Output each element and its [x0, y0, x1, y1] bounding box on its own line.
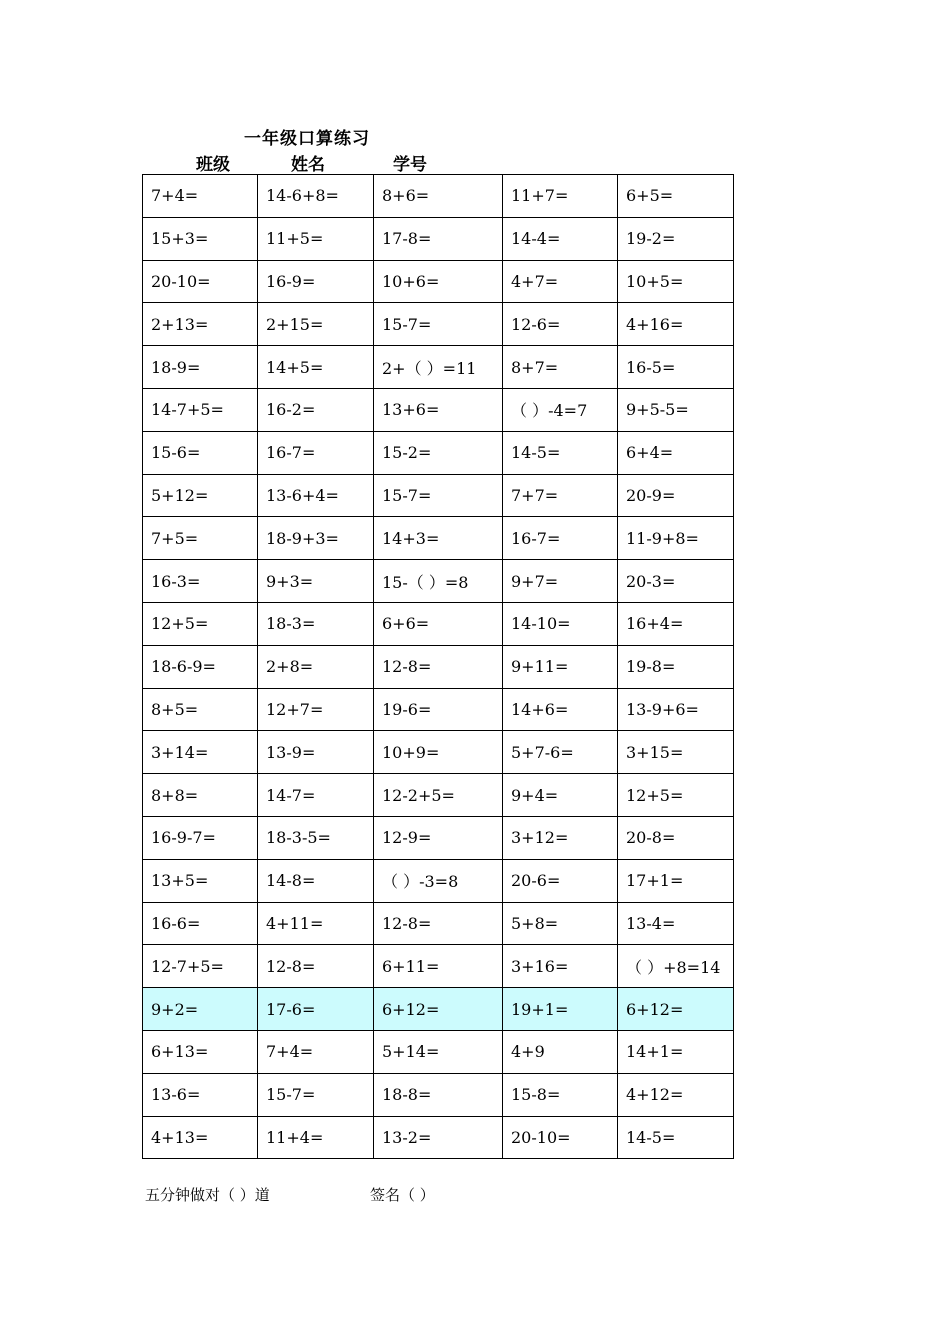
problem-cell: 3+15= — [618, 731, 734, 774]
problem-cell: 14-5= — [503, 431, 618, 474]
table-row — [143, 731, 734, 774]
problem-cell: 4+9 — [503, 1030, 618, 1073]
problem-cell: 14-5= — [618, 1116, 734, 1159]
table-row — [143, 645, 734, 688]
problem-cell: （ ）+8=14 — [618, 945, 734, 988]
table-row — [143, 859, 734, 902]
problem-cell: 9+7= — [503, 560, 618, 603]
table-row — [143, 175, 734, 218]
problem-cell: 18-9= — [143, 346, 258, 389]
problem-cell: 16-7= — [258, 431, 374, 474]
table-row — [143, 560, 734, 603]
problem-cell: 19+1= — [503, 988, 618, 1031]
problem-cell: 11+7= — [503, 175, 618, 218]
problem-cell: 6+4= — [618, 431, 734, 474]
problem-cell: 15-（ ）=8 — [374, 560, 503, 603]
problem-cell: 12-9= — [374, 816, 503, 859]
problem-cell: 13+6= — [374, 388, 503, 431]
problem-cell: 4+16= — [618, 303, 734, 346]
table-row — [143, 217, 734, 260]
table-row — [143, 431, 734, 474]
problem-cell: 16-9= — [258, 260, 374, 303]
problem-cell: 13-6+4= — [258, 474, 374, 517]
problem-cell: 14+5= — [258, 346, 374, 389]
problem-cell: 15-2= — [374, 431, 503, 474]
problem-cell: 12+5= — [143, 602, 258, 645]
problem-cell: 8+6= — [374, 175, 503, 218]
problem-cell: 12-7+5= — [143, 945, 258, 988]
problem-cell: 6+12= — [618, 988, 734, 1031]
problem-cell: 16-3= — [143, 560, 258, 603]
problem-cell: 15-7= — [374, 303, 503, 346]
table-row — [143, 816, 734, 859]
problem-cell: 6+13= — [143, 1030, 258, 1073]
page-title: 一年级口算练习 — [244, 129, 370, 149]
problem-cell: 14-7+5= — [143, 388, 258, 431]
problem-cell: 18-9+3= — [258, 517, 374, 560]
problem-cell: 12-8= — [374, 645, 503, 688]
problem-cell: 3+14= — [143, 731, 258, 774]
problem-cell: 13-2= — [374, 1116, 503, 1159]
problem-cell: 13-6= — [143, 1073, 258, 1116]
problem-cell: 15-7= — [258, 1073, 374, 1116]
name-label: 姓名 — [291, 155, 325, 175]
problem-cell: 18-3= — [258, 602, 374, 645]
problem-cell: 2+（ ）=11 — [374, 346, 503, 389]
problem-cell: 15-8= — [503, 1073, 618, 1116]
problem-cell: 19-2= — [618, 217, 734, 260]
table-row — [143, 346, 734, 389]
problem-cell: 13-4= — [618, 902, 734, 945]
problem-cell: 16-6= — [143, 902, 258, 945]
problem-cell: 9+4= — [503, 774, 618, 817]
problem-cell: 5+7-6= — [503, 731, 618, 774]
table-row — [143, 474, 734, 517]
table-row — [143, 602, 734, 645]
problem-cell: 7+7= — [503, 474, 618, 517]
problem-cell: 20-10= — [143, 260, 258, 303]
problem-cell: 9+5-5= — [618, 388, 734, 431]
problem-cell: 14+1= — [618, 1030, 734, 1073]
problem-cell: 8+8= — [143, 774, 258, 817]
table-row — [143, 774, 734, 817]
problem-cell: 12-6= — [503, 303, 618, 346]
problem-cell: 16-5= — [618, 346, 734, 389]
problem-cell: 20-9= — [618, 474, 734, 517]
problem-cell: 13+5= — [143, 859, 258, 902]
table-row — [143, 688, 734, 731]
problem-cell: 4+11= — [258, 902, 374, 945]
problem-cell: 18-6-9= — [143, 645, 258, 688]
problem-cell: 13-9= — [258, 731, 374, 774]
table-row — [143, 1030, 734, 1073]
problem-cell: 16-2= — [258, 388, 374, 431]
table-row — [143, 1073, 734, 1116]
table-row — [143, 260, 734, 303]
problem-cell: 14+6= — [503, 688, 618, 731]
problem-cell: 14-7= — [258, 774, 374, 817]
problem-cell: 8+5= — [143, 688, 258, 731]
problem-cell: 14-6+8= — [258, 175, 374, 218]
problem-cell: 2+15= — [258, 303, 374, 346]
problem-cell: 3+12= — [503, 816, 618, 859]
class-label: 班级 — [196, 155, 230, 175]
problem-cell: 4+12= — [618, 1073, 734, 1116]
problem-cell: 6+12= — [374, 988, 503, 1031]
problem-cell: 7+4= — [258, 1030, 374, 1073]
problem-cell: 20-3= — [618, 560, 734, 603]
problem-cell: 9+2= — [143, 988, 258, 1031]
problem-cell: 16+4= — [618, 602, 734, 645]
problem-cell: 12-8= — [374, 902, 503, 945]
student-number-label: 学号 — [393, 155, 427, 175]
problem-cell: 16-9-7= — [143, 816, 258, 859]
table-row — [143, 988, 734, 1031]
problem-cell: 7+5= — [143, 517, 258, 560]
problem-cell: 8+7= — [503, 346, 618, 389]
problem-cell: 4+7= — [503, 260, 618, 303]
problem-cell: 12-8= — [258, 945, 374, 988]
problem-cell: 9+3= — [258, 560, 374, 603]
table-row — [143, 303, 734, 346]
problem-cell: 3+16= — [503, 945, 618, 988]
table-row — [143, 945, 734, 988]
problem-cell: 15+3= — [143, 217, 258, 260]
problem-cell: 14-10= — [503, 602, 618, 645]
problem-cell: 11+5= — [258, 217, 374, 260]
problem-cell: 10+5= — [618, 260, 734, 303]
problem-cell: （ ）-4=7 — [503, 388, 618, 431]
problem-cell: 17-8= — [374, 217, 503, 260]
problem-cell: 15-6= — [143, 431, 258, 474]
problem-cell: 7+4= — [143, 175, 258, 218]
problem-cell: 15-7= — [374, 474, 503, 517]
signature-text: 签名（ ） — [370, 1186, 435, 1204]
problem-cell: 5+8= — [503, 902, 618, 945]
problem-cell: 20-6= — [503, 859, 618, 902]
arithmetic-problem-table — [142, 174, 734, 1159]
problem-cell: 9+11= — [503, 645, 618, 688]
problem-cell: 19-6= — [374, 688, 503, 731]
problem-cell: 17+1= — [618, 859, 734, 902]
problem-cell: 13-9+6= — [618, 688, 734, 731]
problem-cell: 11+4= — [258, 1116, 374, 1159]
problem-cell: 12+7= — [258, 688, 374, 731]
problem-cell: 10+6= — [374, 260, 503, 303]
problem-cell: 6+11= — [374, 945, 503, 988]
problem-cell: 2+8= — [258, 645, 374, 688]
problem-cell: 18-3-5= — [258, 816, 374, 859]
problem-cell: 14+3= — [374, 517, 503, 560]
problem-cell: 12+5= — [618, 774, 734, 817]
problem-cell: 6+5= — [618, 175, 734, 218]
problem-cell: 14-8= — [258, 859, 374, 902]
problem-cell: 20-8= — [618, 816, 734, 859]
problem-cell: 19-8= — [618, 645, 734, 688]
table-row — [143, 517, 734, 560]
table-row — [143, 1116, 734, 1159]
problem-cell: 5+12= — [143, 474, 258, 517]
problem-cell: 17-6= — [258, 988, 374, 1031]
problem-cell: 11-9+8= — [618, 517, 734, 560]
table-row — [143, 388, 734, 431]
table-row — [143, 902, 734, 945]
problem-cell: 20-10= — [503, 1116, 618, 1159]
problem-cell: 12-2+5= — [374, 774, 503, 817]
problem-cell: 6+6= — [374, 602, 503, 645]
problem-cell: 2+13= — [143, 303, 258, 346]
problem-cell: 4+13= — [143, 1116, 258, 1159]
problem-cell: 5+14= — [374, 1030, 503, 1073]
problem-cell: 10+9= — [374, 731, 503, 774]
correct-count-text: 五分钟做对（ ）道 — [145, 1186, 270, 1204]
problem-cell: 14-4= — [503, 217, 618, 260]
problem-cell: （ ）-3=8 — [374, 859, 503, 902]
problem-cell: 16-7= — [503, 517, 618, 560]
problem-cell: 18-8= — [374, 1073, 503, 1116]
